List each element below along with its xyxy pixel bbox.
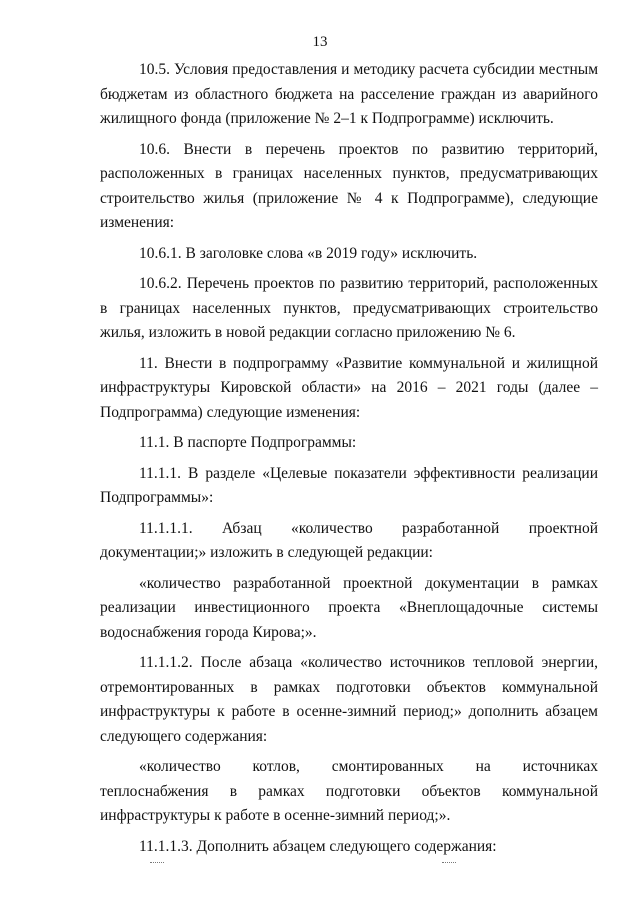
scan-mark-left [150, 862, 164, 864]
scan-marks [0, 862, 640, 868]
paragraph-10-5: 10.5. Условия предоставления и методику расчета субсидии местным бюджетам из областного бюджета на расселение граждан из аварийного жилищного фонда (приложение № 2–1 к Подпрограмме) исключить. [100, 61, 598, 127]
page-number: 13 [312, 34, 328, 50]
paragraph-10-6: 10.6. Внести в перечень проектов по развитию территорий, расположенных в границах населенных пунктов, предусматривающих строительство жилья (приложение № 4 к Подпрограмме), следующие изменения: [100, 140, 598, 231]
scan-mark-right [442, 862, 456, 864]
paragraph-11-1: 11.1. В паспорте Подпрограммы: [139, 434, 357, 451]
paragraph-11: 11. Внести в подпрограмму «Развитие коммунальной и жилищной инфраструктуры Кировской области» на 2016 – 2021 годы (далее – Подпрограмма) следующие изменения: [100, 354, 598, 421]
paragraph-11-1-1-1: 11.1.1.1. Абзац «количество разработанной проектной документации;» изложить в следующей редакции: [100, 519, 598, 561]
paragraph-11-1-1: 11.1.1. В разделе «Целевые показатели эффективности реализации Подпрограммы»: [100, 464, 598, 506]
paragraph-11-1-1-2: 11.1.1.2. После абзаца «количество источников тепловой энергии, отремонтированных в рамках подготовки объектов коммунальной инфраструктуры к работе в осенне-зимний период;» дополнить абзацем следующего содержания: [100, 654, 598, 745]
document-body [100, 58, 598, 859]
paragraph-10-6-2: 10.6.2. Перечень проектов по развитию территорий, расположенных в границах населенных пунктов, предусматривающих строительство жилья, изложить в новой редакции согласно приложению № 6. [100, 275, 598, 341]
quoted-paragraph-2: «количество котлов, смонтированных на источниках теплоснабжения в рамках подготовки объектов коммунальной инфраструктуры к работе в осенне-зимний период;». [100, 758, 598, 824]
paragraph-11-1-1-3: 11.1.1.3. Дополнить абзацем следующего содержания: [139, 837, 497, 855]
quoted-paragraph-1: «количество разработанной проектной документации в рамках реализации инвестиционного проекта «Внеплощадочные системы водоснабжения города Кирова;». [100, 574, 598, 641]
paragraph-10-6-1: 10.6.1. В заголовке слова «в 2019 году» исключить. [139, 244, 478, 262]
